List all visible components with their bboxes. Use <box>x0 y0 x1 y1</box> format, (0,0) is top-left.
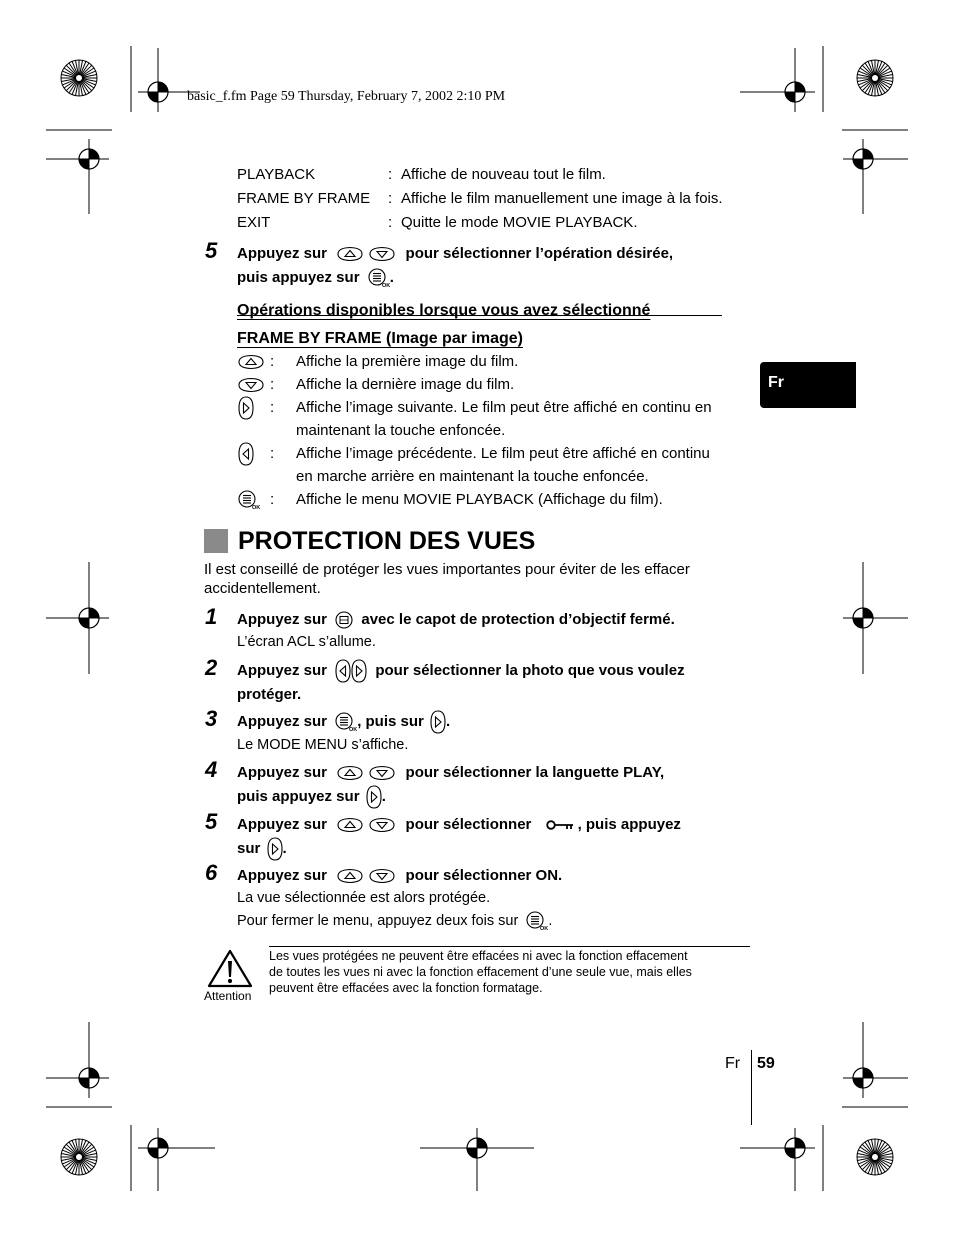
up-arrow-button-icon <box>337 246 363 262</box>
movie-options-table <box>237 166 757 238</box>
up-arrow-button-icon <box>238 354 264 370</box>
option-desc: Affiche de nouveau tout le film. <box>401 166 606 183</box>
right-arrow-button-icon <box>430 710 446 734</box>
step-5-text <box>237 242 757 290</box>
list-item <box>238 488 758 511</box>
step-text: pour sélectionner l’opération désirée, <box>405 245 674 262</box>
up-arrow-button-icon <box>337 817 363 833</box>
ok-button-icon <box>238 490 260 510</box>
step-4 <box>237 761 767 809</box>
step-text: . <box>389 269 394 286</box>
step-text: , puis sur <box>357 713 424 730</box>
step-3 <box>237 710 767 757</box>
key-protect-icon <box>546 819 574 831</box>
ok-button-icon <box>526 911 548 931</box>
page-number: 59 <box>757 1055 775 1072</box>
option-name: FRAME BY FRAME <box>237 190 371 207</box>
step-number: 6 <box>205 860 218 885</box>
section-intro <box>204 560 764 598</box>
option-name: EXIT <box>237 214 271 231</box>
step-note: L’écran ACL s’allume. <box>237 634 376 650</box>
footer-divider <box>751 1050 752 1125</box>
step-text: Appuyez sur <box>237 764 328 781</box>
down-arrow-button-icon <box>369 868 395 884</box>
frame-ops-list <box>238 350 758 511</box>
step-note: La vue sélectionnée est alors protégée. <box>237 890 491 906</box>
step-note: Pour fermer le menu, appuyez deux fois sur <box>237 913 519 929</box>
down-arrow-button-icon <box>238 377 264 393</box>
item-separator: : <box>270 376 275 393</box>
step-text: Appuyez sur <box>237 867 328 884</box>
attention-line: de toutes les vues ni avec la fonction effacement d’une seule vue, mais elles <box>269 965 692 979</box>
item-text: maintenant la touche enfoncée. <box>296 422 506 439</box>
list-item <box>238 396 758 442</box>
display-button-icon <box>335 611 353 629</box>
attention-label: Attention <box>204 989 252 1003</box>
left-arrow-button-icon <box>335 659 351 683</box>
step-note: Le MODE MENU s’affiche. <box>237 737 409 754</box>
step-text: sur <box>237 840 261 857</box>
file-info-header: basic_f.fm Page 59 Thursday, February 7, 2002 2:10 PM <box>187 89 506 104</box>
step-number: 5 <box>205 238 218 263</box>
step-text: pour sélectionner ON. <box>405 867 563 884</box>
option-name: PLAYBACK <box>237 166 316 183</box>
attention-line: Les vues protégées ne peuvent être effacées ni avec la fonction effacement <box>269 949 688 963</box>
step-text: pour sélectionner <box>405 816 532 833</box>
step-text: protéger. <box>237 686 302 704</box>
language-side-tab <box>760 362 856 408</box>
section-marker-square <box>204 529 228 553</box>
option-desc: Quitte le mode MOVIE PLAYBACK. <box>401 214 638 231</box>
frame-ops-heading <box>237 297 650 353</box>
step-text: . <box>282 840 287 857</box>
intro-line: accidentellement. <box>204 580 321 597</box>
option-separator: : <box>388 166 393 183</box>
right-arrow-button-icon <box>238 396 254 420</box>
right-arrow-button-icon <box>351 659 367 683</box>
down-arrow-button-icon <box>369 246 395 262</box>
list-item <box>238 373 758 396</box>
ok-button-icon <box>335 712 357 732</box>
step-text: avec le capot de protection d’objectif fermé. <box>361 611 675 628</box>
step-number: 3 <box>205 706 218 731</box>
item-text: Affiche la première image du film. <box>296 353 519 370</box>
attention-text <box>269 948 759 996</box>
side-tab-label: Fr <box>768 374 784 391</box>
left-arrow-button-icon <box>238 442 254 466</box>
step-text: Appuyez sur <box>237 662 328 679</box>
ok-button-icon <box>368 268 390 288</box>
heading-line: FRAME BY FRAME (Image par image) <box>237 330 523 347</box>
step-number: 5 <box>205 809 218 834</box>
step-5 <box>237 813 767 861</box>
option-row <box>237 166 757 190</box>
item-separator: : <box>270 491 275 508</box>
item-text: Affiche l’image suivante. Le film peut être affiché en continu en <box>296 399 712 416</box>
down-arrow-button-icon <box>369 765 395 781</box>
item-text: Affiche la dernière image du film. <box>296 376 515 393</box>
item-text: en marche arrière en maintenant la touche enfoncée. <box>296 468 649 485</box>
heading-line: Opérations disponibles lorsque vous avez sélectionné <box>237 302 651 319</box>
section-title: PROTECTION DES VUES <box>238 527 536 555</box>
up-arrow-button-icon <box>337 765 363 781</box>
option-separator: : <box>388 190 393 207</box>
item-text: Affiche l’image précédente. Le film peut être affiché en continu <box>296 445 710 462</box>
step-text: puis appuyez sur <box>237 269 360 286</box>
up-arrow-button-icon <box>337 868 363 884</box>
step-text: , puis appuyez <box>577 816 681 833</box>
step-text: Appuyez sur <box>237 713 328 730</box>
warning-triangle-icon <box>207 948 253 988</box>
step-text: . <box>446 713 451 730</box>
item-separator: : <box>270 353 275 370</box>
option-desc: Affiche le film manuellement une image à la fois. <box>401 190 723 207</box>
footer-language: Fr <box>725 1055 741 1072</box>
attention-rule <box>269 946 750 947</box>
option-separator: : <box>388 214 393 231</box>
list-item <box>238 350 758 373</box>
right-arrow-button-icon <box>366 785 382 809</box>
step-1 <box>237 608 767 654</box>
heading-underline <box>237 315 722 316</box>
item-separator: : <box>270 445 275 462</box>
list-item <box>238 442 758 488</box>
item-separator: : <box>270 399 275 416</box>
intro-line: Il est conseillé de protéger les vues importantes pour éviter de les effacer <box>204 561 690 578</box>
step-text: . <box>381 788 386 805</box>
step-text: Appuyez sur <box>237 816 328 833</box>
step-text: pour sélectionner la languette PLAY, <box>405 764 665 781</box>
item-text: Affiche le menu MOVIE PLAYBACK (Affichage du film). <box>296 491 663 508</box>
right-arrow-button-icon <box>267 837 283 861</box>
step-note: . <box>548 913 553 929</box>
attention-line: peuvent être effacées avec la fonction formatage. <box>269 981 543 995</box>
down-arrow-button-icon <box>369 817 395 833</box>
step-text: Appuyez sur <box>237 611 328 628</box>
step-number: 1 <box>205 604 218 629</box>
option-row <box>237 214 757 238</box>
step-number: 2 <box>205 655 218 680</box>
step-2 <box>237 659 767 707</box>
step-6 <box>237 864 767 933</box>
step-text: Appuyez sur <box>237 245 328 262</box>
option-row <box>237 190 757 214</box>
step-text: pour sélectionner la photo que vous voulez <box>375 662 685 679</box>
step-number: 4 <box>205 757 218 782</box>
step-text: puis appuyez sur <box>237 788 360 805</box>
